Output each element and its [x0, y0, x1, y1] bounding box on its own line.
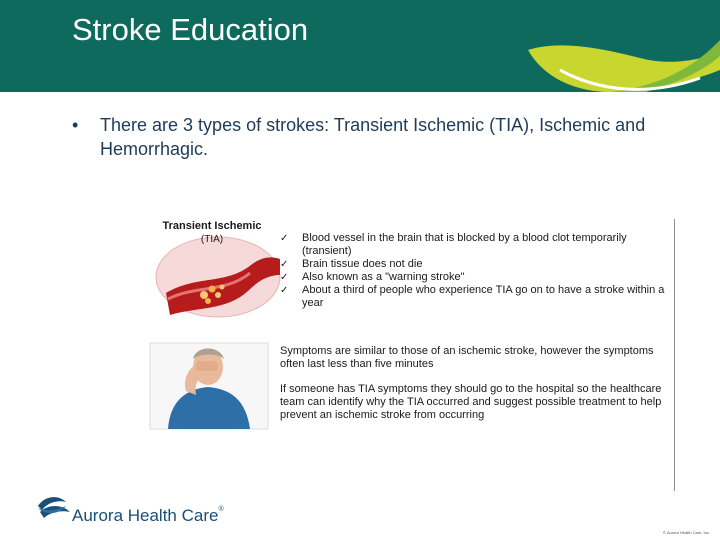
fact-text: About a third of people who experience TIA go on to have a stroke within a year: [302, 284, 665, 309]
list-item: [280, 232, 670, 258]
bullet-symbol: •: [72, 115, 79, 135]
check-icon: ✓: [280, 233, 289, 244]
symptoms-paragraph: Symptoms are similar to those of an ischemic stroke, however the symptoms often last less than five minutes: [280, 345, 654, 370]
divider-line: [674, 219, 675, 491]
bullet-text: There are 3 types of strokes: Transient Ischemic (TIA), Ischemic and Hemorrhagic.: [100, 115, 646, 159]
intro-bullet: [72, 113, 692, 161]
headache-person-illustration: [150, 343, 268, 429]
slide-title: Stroke Education: [72, 12, 309, 47]
blood-vessel-illustration: [156, 237, 280, 317]
registered-mark: ®: [218, 506, 224, 513]
fact-text: Brain tissue does not die: [302, 258, 423, 270]
copyright-text: © Aurora Health Care, Inc.: [663, 530, 710, 535]
tia-facts-list: [280, 232, 670, 310]
tia-title: [152, 220, 272, 246]
check-icon: ✓: [280, 259, 289, 270]
check-icon: ✓: [280, 285, 289, 296]
list-item: [280, 284, 670, 310]
header-bar: [0, 0, 720, 92]
brand-name: Aurora Health Care: [72, 506, 219, 525]
tia-title-line1: Transient Ischemic: [162, 220, 262, 232]
check-icon: ✓: [280, 272, 289, 283]
tia-title-line2: (TIA): [200, 234, 224, 245]
fact-text: Also known as a "warning stroke": [302, 271, 465, 283]
logo-wordmark: [72, 506, 224, 526]
hospital-paragraph: If someone has TIA symptoms they should go to the hospital so the healthcare team can identify why the TIA occurred and suggest possible treatment to help prevent an ischemic stroke from occurring: [280, 383, 662, 421]
list-item: [280, 258, 670, 271]
header-swoosh-graphic: [0, 0, 720, 92]
list-item: [280, 271, 670, 284]
fact-text: Blood vessel in the brain that is blocked by a blood clot temporarily (transient): [302, 232, 627, 257]
